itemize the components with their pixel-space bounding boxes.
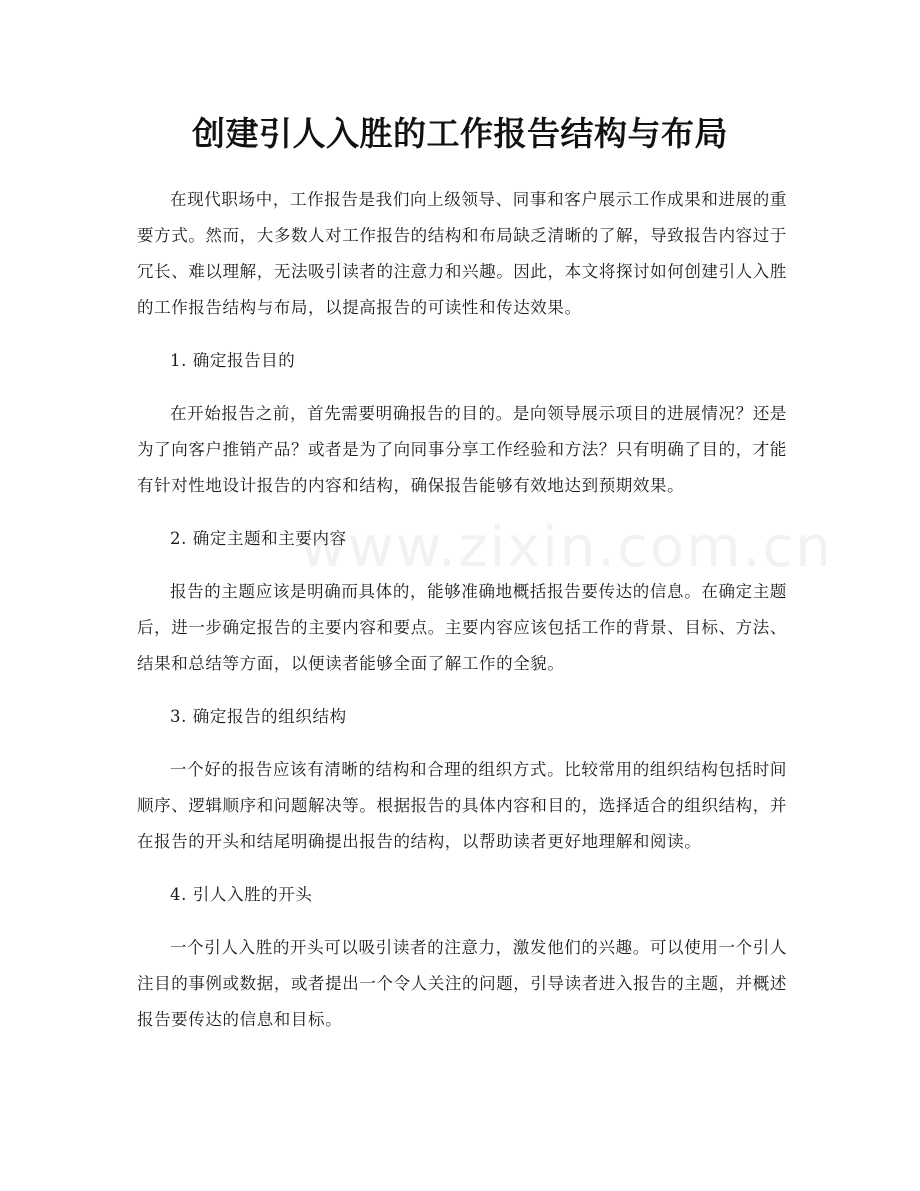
section-heading-3: 3. 确定报告的组织结构: [170, 707, 347, 726]
section-heading-2: 2. 确定主题和主要内容: [170, 529, 347, 548]
section-body-4: 一个引人入胜的开头可以吸引读者的注意力，激发他们的兴趣。可以使用一个引人注目的事例或数据，或者提出一个令人关注的问题，引导读者进入报告的主题，并概述报告要传达的信息和目标。: [137, 938, 787, 1029]
document-body: [137, 182, 787, 1055]
section-body-2: 报告的主题应该是明确而具体的，能够准确地概括报告要传达的信息。在确定主题后，进一步确定报告的主要内容和要点。主要内容应该包括工作的背景、目标、方法、结果和总结等方面，以便读者能够全面了解工作的全貌。: [137, 582, 787, 673]
intro-paragraph: 在现代职场中，工作报告是我们向上级领导、同事和客户展示工作成果和进展的重要方式。然而，大多数人对工作报告的结构和布局缺乏清晰的了解，导致报告内容过于冗长、难以理解，无法吸引读者的注意力和兴趣。因此，本文将探讨如何创建引人入胜的工作报告结构与布局，以提高报告的可读性和传达效果。: [137, 190, 787, 317]
section-heading-4: 4. 引人入胜的开头: [170, 885, 313, 904]
section-body-3: 一个好的报告应该有清晰的结构和合理的组织方式。比较常用的组织结构包括时间顺序、逻辑顺序和问题解决等。根据报告的具体内容和目的，选择适合的组织结构，并在报告的开头和结尾明确提出报告的结构，以帮助读者更好地理解和阅读。: [137, 760, 787, 851]
watermark: www.zixin.com.cn: [300, 515, 833, 580]
document-title: 创建引人入胜的工作报告结构与布局: [192, 114, 728, 153]
section-heading-1: 1. 确定报告目的: [170, 351, 296, 370]
section-body-1: 在开始报告之前，首先需要明确报告的目的。是向领导展示项目的进展情况？还是为了向客户推销产品？或者是为了向同事分享工作经验和方法？只有明确了目的，才能有针对性地设计报告的内容和结构，确保报告能够有效地达到预期效果。: [137, 404, 787, 495]
